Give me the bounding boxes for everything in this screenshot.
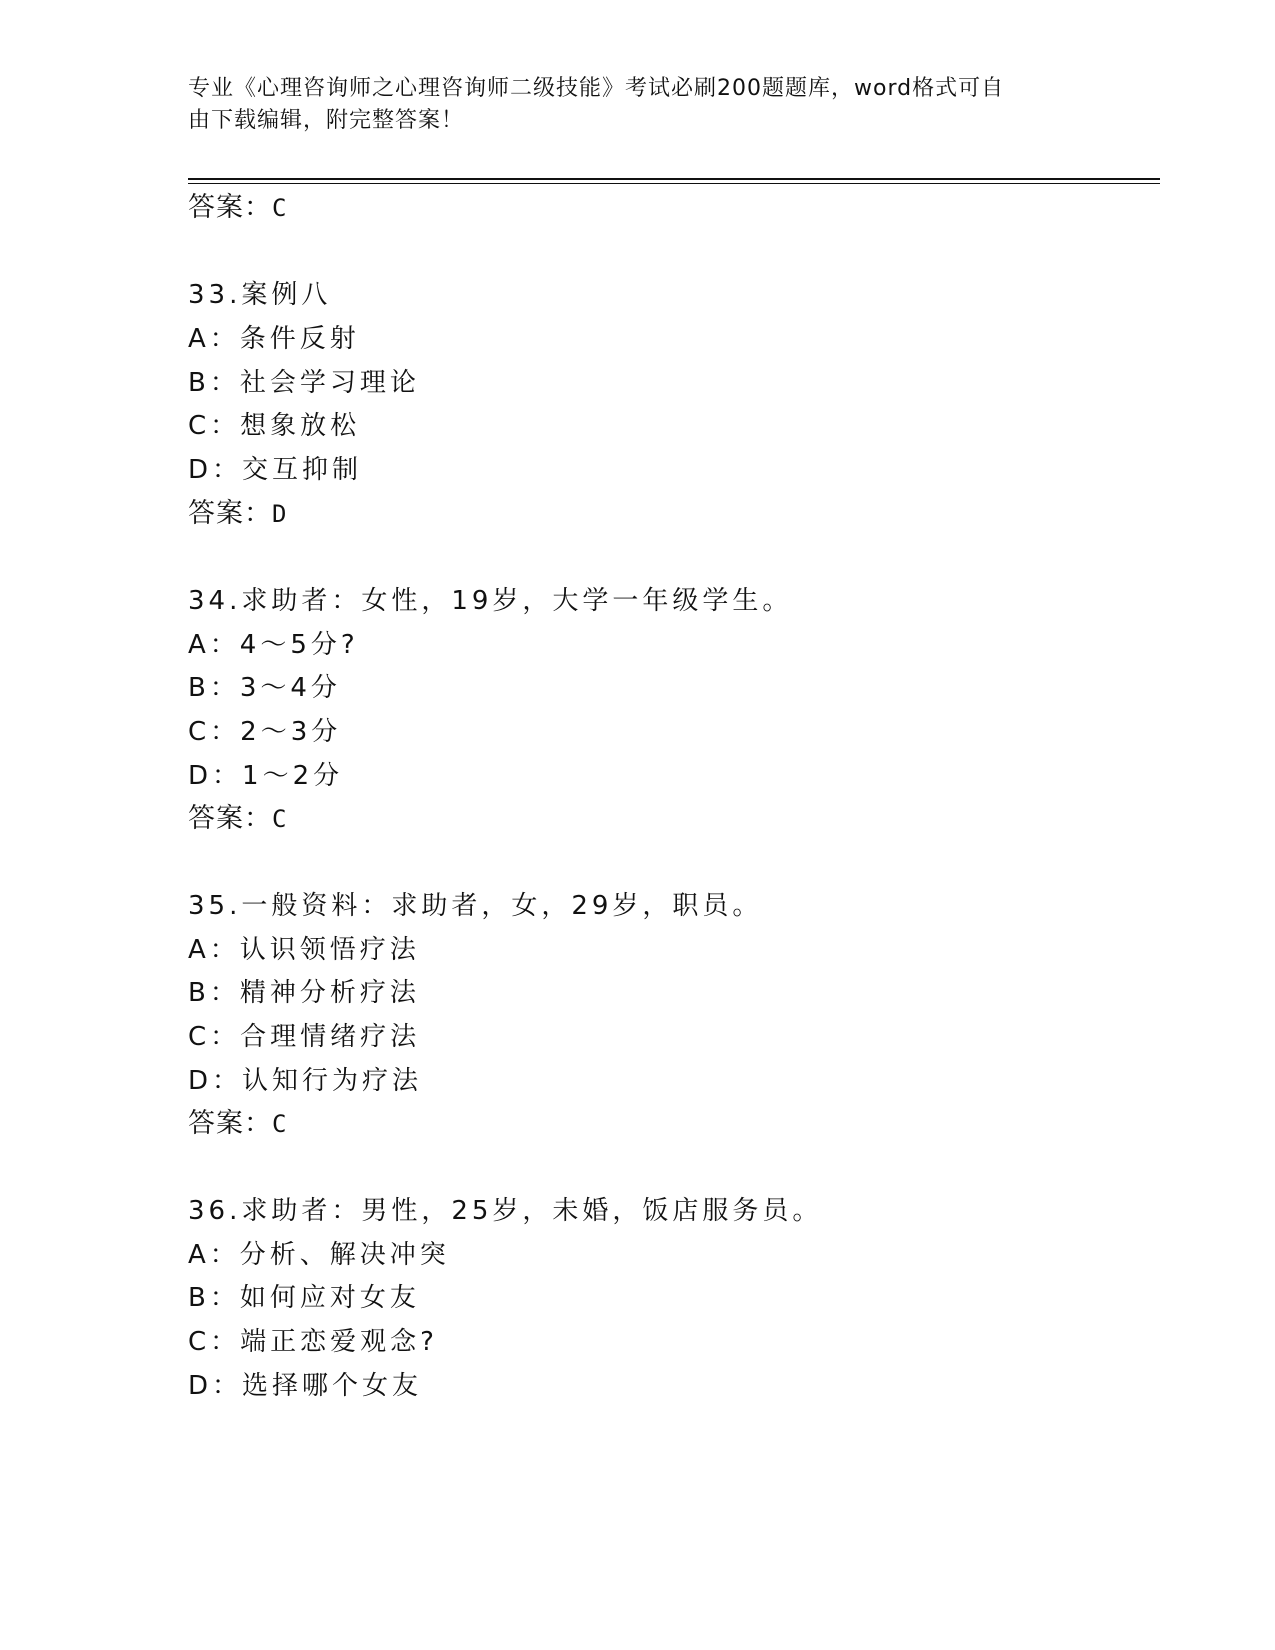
question-stem-33: 33.案例八 bbox=[188, 280, 332, 310]
answer-value: D bbox=[272, 500, 288, 528]
question-stem-35: 35.一般资料：求助者，女，29岁，职员。 bbox=[188, 891, 763, 921]
option-33-d: D：交互抑制 bbox=[188, 455, 363, 485]
option-34-d: D：1～2分 bbox=[188, 761, 344, 791]
option-36-c: C：端正恋爱观念? bbox=[188, 1327, 438, 1357]
answer-label: 答案： bbox=[188, 498, 272, 529]
option-36-d: D：选择哪个女友 bbox=[188, 1371, 423, 1401]
document-header bbox=[188, 73, 1068, 137]
answer-label: 答案： bbox=[188, 803, 272, 834]
answer-value: C bbox=[272, 194, 288, 222]
option-36-a: A：分析、解决冲突 bbox=[188, 1240, 450, 1270]
header-line-2: 由下载编辑，附完整答案！ bbox=[188, 108, 465, 133]
answer-value: C bbox=[272, 805, 288, 833]
option-34-b: B：3～4分 bbox=[188, 673, 341, 703]
option-35-d: D：认知行为疗法 bbox=[188, 1066, 423, 1096]
answer-line-prev bbox=[188, 191, 287, 225]
header-divider-thin bbox=[188, 183, 1160, 184]
answer-label: 答案： bbox=[188, 192, 272, 223]
option-33-a: A：条件反射 bbox=[188, 324, 360, 354]
header-divider-thick bbox=[188, 178, 1160, 180]
answer-label: 答案： bbox=[188, 1108, 272, 1139]
answer-line-35 bbox=[188, 1107, 287, 1141]
option-35-b: B：精神分析疗法 bbox=[188, 978, 420, 1008]
option-35-a: A：认识领悟疗法 bbox=[188, 935, 420, 965]
question-stem-34: 34.求助者：女性，19岁，大学一年级学生。 bbox=[188, 586, 793, 616]
option-36-b: B：如何应对女友 bbox=[188, 1283, 420, 1313]
question-stem-36: 36.求助者：男性，25岁，未婚，饭店服务员。 bbox=[188, 1196, 823, 1226]
answer-line-34 bbox=[188, 802, 287, 836]
answer-line-33 bbox=[188, 497, 287, 531]
option-34-a: A：4～5分? bbox=[188, 630, 359, 660]
header-line-1: 专业《心理咨询师之心理咨询师二级技能》考试必刷200题题库，word格式可自 bbox=[188, 76, 1005, 101]
option-35-c: C：合理情绪疗法 bbox=[188, 1022, 421, 1052]
option-33-c: C：想象放松 bbox=[188, 411, 361, 441]
answer-value: C bbox=[272, 1110, 288, 1138]
option-33-b: B：社会学习理论 bbox=[188, 368, 420, 398]
option-34-c: C：2～3分 bbox=[188, 717, 342, 747]
